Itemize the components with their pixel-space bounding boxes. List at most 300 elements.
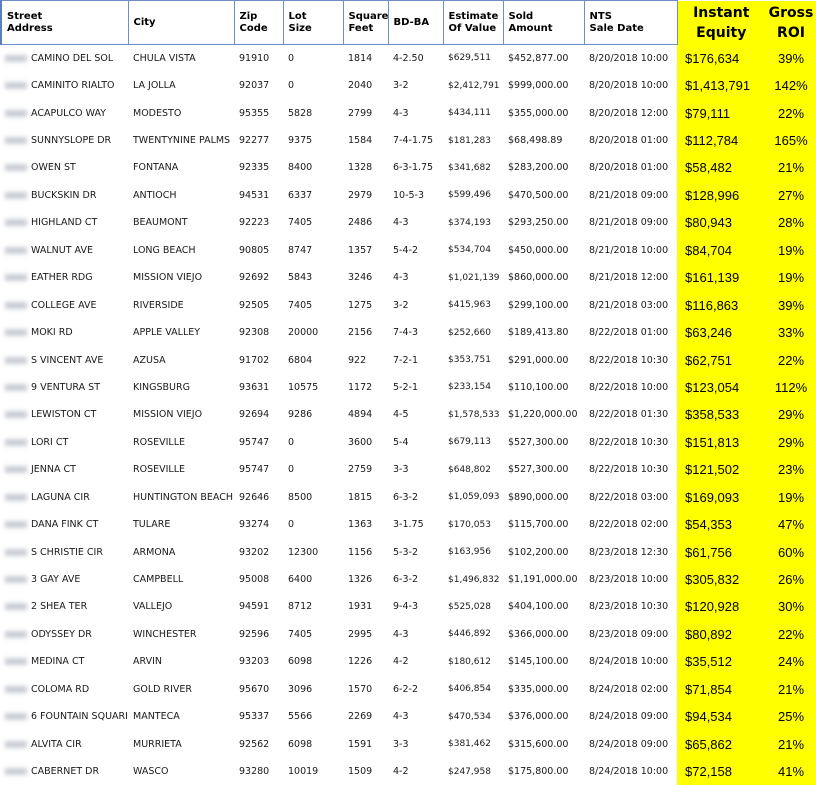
city-cell: GOLD RIVER	[128, 676, 234, 703]
table-row	[1, 291, 816, 318]
address-cell	[1, 676, 128, 703]
zip-cell: 91910	[234, 45, 283, 72]
sold-amount-cell: $115,700.00	[503, 511, 584, 538]
table-row	[1, 703, 816, 730]
address-cell	[1, 429, 128, 456]
sold-amount-cell: $293,250.00	[503, 209, 584, 236]
square-feet-cell: 1570	[343, 676, 388, 703]
sold-amount-cell: $890,000.00	[503, 484, 584, 511]
lot-size-cell: 5843	[283, 264, 343, 291]
header-sold-line1: Sold	[509, 11, 534, 22]
header-city-label: City	[134, 17, 156, 28]
bd-ba-cell: 7-4-3	[388, 319, 443, 346]
address-cell	[1, 566, 128, 593]
header-sold-line2: Amount	[509, 23, 553, 34]
bd-ba-cell: 4-2	[388, 758, 443, 785]
gross-roi-cell: 60%	[765, 538, 816, 565]
instant-equity-cell: $79,111	[677, 99, 765, 126]
header-sold-amount	[503, 1, 584, 45]
bd-ba-cell: 5-4	[388, 429, 443, 456]
city-cell: BEAUMONT	[128, 209, 234, 236]
instant-equity-cell: $123,054	[677, 374, 765, 401]
zip-cell: 94591	[234, 593, 283, 620]
street-name: EATHER RDG	[31, 272, 93, 283]
address-cell	[1, 456, 128, 483]
redacted-house-number	[5, 192, 27, 199]
header-equity-line2: Equity	[696, 25, 746, 41]
sale-date-cell: 8/22/2018 10:30	[584, 346, 677, 373]
instant-equity-cell: $176,634	[677, 45, 765, 72]
city-cell: ARVIN	[128, 648, 234, 675]
table-row	[1, 209, 816, 236]
lot-size-cell: 0	[283, 45, 343, 72]
header-street-address	[1, 1, 128, 45]
square-feet-cell: 2040	[343, 72, 388, 99]
table-row	[1, 45, 816, 72]
gross-roi-cell: 39%	[765, 291, 816, 318]
lot-size-cell: 0	[283, 429, 343, 456]
sold-amount-cell: $315,600.00	[503, 730, 584, 757]
bd-ba-cell: 3-2	[388, 291, 443, 318]
sale-date-cell: 8/22/2018 03:00	[584, 484, 677, 511]
city-cell: FONTANA	[128, 154, 234, 181]
zip-cell: 91702	[234, 346, 283, 373]
instant-equity-cell: $358,533	[677, 401, 765, 428]
zip-cell: 92037	[234, 72, 283, 99]
header-bd-ba	[388, 1, 443, 45]
street-name: CABERNET DR	[31, 766, 99, 777]
table-row	[1, 566, 816, 593]
header-city	[128, 1, 234, 45]
sold-amount-cell: $1,220,000.00	[503, 401, 584, 428]
zip-cell: 94531	[234, 182, 283, 209]
table-row	[1, 154, 816, 181]
sale-date-cell: 8/24/2018 10:00	[584, 758, 677, 785]
table-row	[1, 374, 816, 401]
lot-size-cell: 9375	[283, 127, 343, 154]
lot-size-cell: 8712	[283, 593, 343, 620]
square-feet-cell: 1328	[343, 154, 388, 181]
square-feet-cell: 1156	[343, 538, 388, 565]
sold-amount-cell: $450,000.00	[503, 237, 584, 264]
bd-ba-cell: 3-3	[388, 730, 443, 757]
sale-date-cell: 8/22/2018 10:30	[584, 456, 677, 483]
lot-size-cell: 3096	[283, 676, 343, 703]
header-square-feet	[343, 1, 388, 45]
zip-cell: 92692	[234, 264, 283, 291]
zip-cell: 93203	[234, 648, 283, 675]
zip-cell: 92596	[234, 621, 283, 648]
estimate-cell: $163,956	[443, 538, 503, 565]
estimate-cell: $599,496	[443, 182, 503, 209]
city-cell: LA JOLLA	[128, 72, 234, 99]
square-feet-cell: 1931	[343, 593, 388, 620]
bd-ba-cell: 3-3	[388, 456, 443, 483]
sold-amount-cell: $404,100.00	[503, 593, 584, 620]
sale-date-cell: 8/23/2018 10:30	[584, 593, 677, 620]
gross-roi-cell: 47%	[765, 511, 816, 538]
address-cell	[1, 237, 128, 264]
sale-date-cell: 8/21/2018 03:00	[584, 291, 677, 318]
sale-date-cell: 8/23/2018 12:30	[584, 538, 677, 565]
instant-equity-cell: $1,413,791	[677, 72, 765, 99]
sale-date-cell: 8/24/2018 10:00	[584, 648, 677, 675]
square-feet-cell: 1357	[343, 237, 388, 264]
header-lot-line2: Size	[289, 23, 312, 34]
city-cell: APPLE VALLEY	[128, 319, 234, 346]
address-cell	[1, 72, 128, 99]
redacted-house-number	[5, 768, 27, 775]
redacted-house-number	[5, 576, 27, 583]
table-row	[1, 401, 816, 428]
instant-equity-cell: $80,892	[677, 621, 765, 648]
square-feet-cell: 1591	[343, 730, 388, 757]
redacted-house-number	[5, 658, 27, 665]
bd-ba-cell: 4-5	[388, 401, 443, 428]
table-row	[1, 429, 816, 456]
sold-amount-cell: $175,800.00	[503, 758, 584, 785]
redacted-house-number	[5, 274, 27, 281]
city-cell: MODESTO	[128, 99, 234, 126]
street-name: LEWISTON CT	[31, 409, 96, 420]
city-cell: ANTIOCH	[128, 182, 234, 209]
gross-roi-cell: 22%	[765, 346, 816, 373]
lot-size-cell: 10575	[283, 374, 343, 401]
square-feet-cell: 1226	[343, 648, 388, 675]
redacted-house-number	[5, 329, 27, 336]
estimate-cell: $1,578,533	[443, 401, 503, 428]
gross-roi-cell: 33%	[765, 319, 816, 346]
instant-equity-cell: $116,863	[677, 291, 765, 318]
bd-ba-cell: 7-2-1	[388, 346, 443, 373]
redacted-house-number	[5, 521, 27, 528]
square-feet-cell: 2759	[343, 456, 388, 483]
sale-date-cell: 8/21/2018 09:00	[584, 182, 677, 209]
redacted-house-number	[5, 466, 27, 473]
redacted-house-number	[5, 357, 27, 364]
square-feet-cell: 3600	[343, 429, 388, 456]
sale-date-cell: 8/20/2018 12:00	[584, 99, 677, 126]
zip-cell: 93274	[234, 511, 283, 538]
street-name: ODYSSEY DR	[31, 629, 92, 640]
zip-cell: 92277	[234, 127, 283, 154]
square-feet-cell: 1326	[343, 566, 388, 593]
lot-size-cell: 6804	[283, 346, 343, 373]
address-cell	[1, 703, 128, 730]
sale-date-cell: 8/22/2018 01:00	[584, 319, 677, 346]
sale-date-cell: 8/21/2018 09:00	[584, 209, 677, 236]
instant-equity-cell: $62,751	[677, 346, 765, 373]
header-gross-roi	[765, 1, 816, 45]
bd-ba-cell: 6-2-2	[388, 676, 443, 703]
sold-amount-cell: $376,000.00	[503, 703, 584, 730]
address-cell	[1, 374, 128, 401]
table-row	[1, 237, 816, 264]
sold-amount-cell: $1,191,000.00	[503, 566, 584, 593]
gross-roi-cell: 29%	[765, 429, 816, 456]
zip-cell: 92694	[234, 401, 283, 428]
sold-amount-cell: $68,498.89	[503, 127, 584, 154]
gross-roi-cell: 142%	[765, 72, 816, 99]
instant-equity-cell: $94,534	[677, 703, 765, 730]
zip-cell: 92335	[234, 154, 283, 181]
instant-equity-cell: $161,139	[677, 264, 765, 291]
table-row	[1, 99, 816, 126]
street-name: CAMINITO RIALTO	[31, 80, 115, 91]
gross-roi-cell: 39%	[765, 45, 816, 72]
square-feet-cell: 2486	[343, 209, 388, 236]
sold-amount-cell: $102,200.00	[503, 538, 584, 565]
redacted-house-number	[5, 439, 27, 446]
lot-size-cell: 8400	[283, 154, 343, 181]
instant-equity-cell: $58,482	[677, 154, 765, 181]
street-name: MEDINA CT	[31, 656, 84, 667]
square-feet-cell: 2979	[343, 182, 388, 209]
redacted-house-number	[5, 219, 27, 226]
square-feet-cell: 1814	[343, 45, 388, 72]
table-row	[1, 676, 816, 703]
city-cell: MANTECA	[128, 703, 234, 730]
zip-cell: 93631	[234, 374, 283, 401]
sold-amount-cell: $999,000.00	[503, 72, 584, 99]
bd-ba-cell: 4-2.50	[388, 45, 443, 72]
address-cell	[1, 319, 128, 346]
estimate-cell: $180,612	[443, 648, 503, 675]
square-feet-cell: 922	[343, 346, 388, 373]
bd-ba-cell: 3-2	[388, 72, 443, 99]
header-roi-line2: ROI	[777, 25, 805, 41]
street-name: LAGUNA CIR	[31, 492, 90, 503]
header-zip-line2: Code	[240, 23, 268, 34]
sale-date-cell: 8/23/2018 10:00	[584, 566, 677, 593]
sale-date-cell: 8/22/2018 10:00	[584, 374, 677, 401]
instant-equity-cell: $112,784	[677, 127, 765, 154]
instant-equity-cell: $121,502	[677, 456, 765, 483]
header-nts-line1: NTS	[590, 11, 612, 22]
street-name: BUCKSKIN DR	[31, 190, 96, 201]
gross-roi-cell: 112%	[765, 374, 816, 401]
header-zip-code	[234, 1, 283, 45]
estimate-cell: $233,154	[443, 374, 503, 401]
table-row	[1, 456, 816, 483]
square-feet-cell: 3246	[343, 264, 388, 291]
street-name: ACAPULCO WAY	[31, 108, 106, 119]
redacted-house-number	[5, 603, 27, 610]
instant-equity-cell: $54,353	[677, 511, 765, 538]
street-name: ALVITA CIR	[31, 739, 82, 750]
header-street-line2: Address	[7, 23, 53, 34]
lot-size-cell: 6400	[283, 566, 343, 593]
header-nts-line2: Sale Date	[590, 23, 644, 34]
table-row	[1, 593, 816, 620]
estimate-cell: $1,496,832	[443, 566, 503, 593]
sold-amount-cell: $366,000.00	[503, 621, 584, 648]
lot-size-cell: 6098	[283, 730, 343, 757]
city-cell: TULARE	[128, 511, 234, 538]
gross-roi-cell: 22%	[765, 621, 816, 648]
city-cell: WASCO	[128, 758, 234, 785]
city-cell: MURRIETA	[128, 730, 234, 757]
lot-size-cell: 0	[283, 456, 343, 483]
zip-cell: 92505	[234, 291, 283, 318]
sold-amount-cell: $527,300.00	[503, 456, 584, 483]
zip-cell: 95355	[234, 99, 283, 126]
address-cell	[1, 648, 128, 675]
bd-ba-cell: 4-3	[388, 209, 443, 236]
lot-size-cell: 7405	[283, 621, 343, 648]
estimate-cell: $252,660	[443, 319, 503, 346]
square-feet-cell: 1363	[343, 511, 388, 538]
lot-size-cell: 5828	[283, 99, 343, 126]
instant-equity-cell: $65,862	[677, 730, 765, 757]
lot-size-cell: 5566	[283, 703, 343, 730]
table-row	[1, 621, 816, 648]
estimate-cell: $415,963	[443, 291, 503, 318]
sale-date-cell: 8/22/2018 01:30	[584, 401, 677, 428]
redacted-house-number	[5, 110, 27, 117]
address-cell	[1, 621, 128, 648]
bd-ba-cell: 7-4-1.75	[388, 127, 443, 154]
zip-cell: 95337	[234, 703, 283, 730]
city-cell: WINCHESTER	[128, 621, 234, 648]
address-cell	[1, 127, 128, 154]
city-cell: ARMONA	[128, 538, 234, 565]
header-est-line2: Of Value	[449, 23, 497, 34]
address-cell	[1, 593, 128, 620]
sold-amount-cell: $527,300.00	[503, 429, 584, 456]
address-cell	[1, 511, 128, 538]
bd-ba-cell: 4-2	[388, 648, 443, 675]
bd-ba-cell: 4-3	[388, 264, 443, 291]
instant-equity-cell: $305,832	[677, 566, 765, 593]
street-name: 2 SHEA TER	[31, 601, 87, 612]
redacted-house-number	[5, 741, 27, 748]
street-name: LORI CT	[31, 437, 68, 448]
table-row	[1, 264, 816, 291]
gross-roi-cell: 25%	[765, 703, 816, 730]
sale-date-cell: 8/24/2018 02:00	[584, 676, 677, 703]
square-feet-cell: 2269	[343, 703, 388, 730]
zip-cell: 92646	[234, 484, 283, 511]
header-lot-size	[283, 1, 343, 45]
estimate-cell: $2,412,791	[443, 72, 503, 99]
estimate-cell: $534,704	[443, 237, 503, 264]
table-row	[1, 730, 816, 757]
lot-size-cell: 0	[283, 72, 343, 99]
estimate-cell: $181,283	[443, 127, 503, 154]
sale-date-cell: 8/21/2018 12:00	[584, 264, 677, 291]
header-est-line1: Estimate	[449, 11, 499, 22]
lot-size-cell: 8747	[283, 237, 343, 264]
redacted-house-number	[5, 686, 27, 693]
street-name: DANA FINK CT	[31, 519, 98, 530]
street-name: S CHRISTIE CIR	[31, 547, 103, 558]
estimate-cell: $341,682	[443, 154, 503, 181]
address-cell	[1, 99, 128, 126]
instant-equity-cell: $120,928	[677, 593, 765, 620]
estimate-cell: $353,751	[443, 346, 503, 373]
sold-amount-cell: $335,000.00	[503, 676, 584, 703]
instant-equity-cell: $151,813	[677, 429, 765, 456]
estimate-cell: $374,193	[443, 209, 503, 236]
gross-roi-cell: 21%	[765, 676, 816, 703]
gross-roi-cell: 28%	[765, 209, 816, 236]
square-feet-cell: 1509	[343, 758, 388, 785]
city-cell: AZUSA	[128, 346, 234, 373]
sold-amount-cell: $860,000.00	[503, 264, 584, 291]
lot-size-cell: 6098	[283, 648, 343, 675]
table-row	[1, 319, 816, 346]
street-name: COLLEGE AVE	[31, 300, 96, 311]
bd-ba-cell: 9-4-3	[388, 593, 443, 620]
sale-date-cell: 8/23/2018 09:00	[584, 621, 677, 648]
zip-cell: 95747	[234, 456, 283, 483]
sale-date-cell: 8/20/2018 01:00	[584, 127, 677, 154]
sale-date-cell: 8/20/2018 01:00	[584, 154, 677, 181]
gross-roi-cell: 19%	[765, 264, 816, 291]
street-name: CAMINO DEL SOL	[31, 53, 113, 64]
bd-ba-cell: 5-2-1	[388, 374, 443, 401]
estimate-cell: $629,511	[443, 45, 503, 72]
sold-amount-cell: $110,100.00	[503, 374, 584, 401]
header-estimate-of-value	[443, 1, 503, 45]
gross-roi-cell: 24%	[765, 648, 816, 675]
redacted-house-number	[5, 549, 27, 556]
lot-size-cell: 7405	[283, 291, 343, 318]
address-cell	[1, 401, 128, 428]
city-cell: VALLEJO	[128, 593, 234, 620]
zip-cell: 90805	[234, 237, 283, 264]
header-lot-line1: Lot	[289, 11, 307, 22]
bd-ba-cell: 6-3-2	[388, 566, 443, 593]
instant-equity-cell: $71,854	[677, 676, 765, 703]
gross-roi-cell: 22%	[765, 99, 816, 126]
estimate-cell: $648,802	[443, 456, 503, 483]
square-feet-cell: 1275	[343, 291, 388, 318]
sale-date-cell: 8/24/2018 09:00	[584, 730, 677, 757]
table-row	[1, 511, 816, 538]
address-cell	[1, 264, 128, 291]
address-cell	[1, 45, 128, 72]
street-name: 6 FOUNTAIN SQUARI	[31, 711, 128, 722]
redacted-house-number	[5, 631, 27, 638]
header-sqft-line2: Feet	[349, 23, 374, 34]
city-cell: ROSEVILLE	[128, 429, 234, 456]
sold-amount-cell: $145,100.00	[503, 648, 584, 675]
instant-equity-cell: $84,704	[677, 237, 765, 264]
bd-ba-cell: 4-3	[388, 703, 443, 730]
bd-ba-cell: 6-3-2	[388, 484, 443, 511]
address-cell	[1, 291, 128, 318]
lot-size-cell: 10019	[283, 758, 343, 785]
square-feet-cell: 4894	[343, 401, 388, 428]
gross-roi-cell: 19%	[765, 484, 816, 511]
gross-roi-cell: 165%	[765, 127, 816, 154]
gross-roi-cell: 41%	[765, 758, 816, 785]
street-name: HIGHLAND CT	[31, 217, 97, 228]
address-cell	[1, 730, 128, 757]
street-name: SUNNYSLOPE DR	[31, 135, 111, 146]
header-row	[1, 1, 816, 45]
sold-amount-cell: $452,877.00	[503, 45, 584, 72]
redacted-house-number	[5, 302, 27, 309]
table-row	[1, 127, 816, 154]
address-cell	[1, 346, 128, 373]
gross-roi-cell: 30%	[765, 593, 816, 620]
header-instant-equity	[677, 1, 765, 45]
street-name: COLOMA RD	[31, 684, 89, 695]
bd-ba-cell: 10-5-3	[388, 182, 443, 209]
